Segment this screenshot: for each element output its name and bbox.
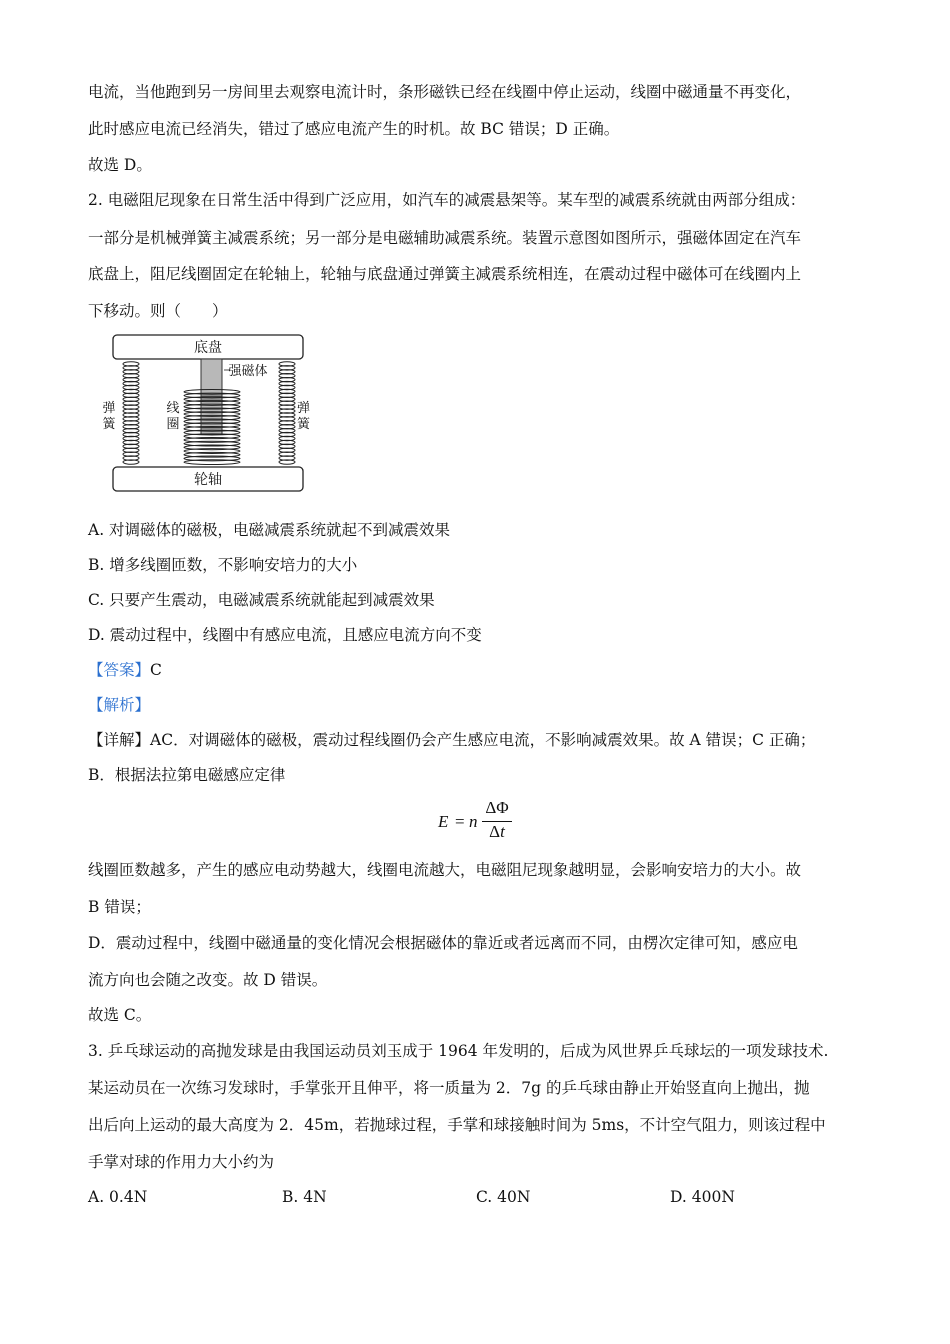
- detail-tag: 【详解】: [88, 731, 151, 749]
- detail-text: AC．对调磁体的磁极，震动过程线圈仍会产生感应电流，不影响减震效果。故 A 错误；C 正确；: [150, 731, 816, 749]
- magnet-label: 强磁体: [228, 364, 268, 379]
- spring-label-right: 弹: [296, 401, 310, 416]
- question-3-text: 3. 乒乓球运动的高抛发球是由我国运动员刘玉成于 1964 年发明的，后成为风世界乒乓球坛的一项发球技术.: [88, 1042, 829, 1060]
- analysis-tag: 【解析】: [88, 696, 151, 714]
- question-2-text: 2. 电磁阻尼现象在日常生活中得到广泛应用，如汽车的减震悬架等。某车型的减震系统就由两部分组成：: [88, 191, 806, 209]
- formula-den-t: t: [500, 822, 505, 841]
- q3-option-a: A. 0.4N: [88, 1188, 148, 1206]
- damper-diagram: [100, 330, 310, 496]
- option-c: C. 只要产生震动，电磁减震系统就能起到减震效果: [88, 591, 435, 609]
- question-2-text: 底盘上，阻尼线圈固定在轮轴上，轮轴与底盘通过弹簧主减震系统相连，在震动过程中磁体可在线圈内上: [88, 265, 802, 283]
- formula-denominator: [482, 822, 512, 842]
- spring-label-left: 弹: [102, 401, 116, 416]
- spring-label-right: 簧: [296, 417, 310, 432]
- answer-tag: 【答案】: [88, 661, 151, 679]
- q3-option-d: D. 400N: [670, 1188, 735, 1206]
- option-a: A. 对调磁体的磁极，电磁减震系统就起不到减震效果: [88, 521, 451, 539]
- detail-line: 线圈匝数越多，产生的感应电动势越大，线圈电流越大，电磁阻尼现象越明显，会影响安培力的大小。故: [88, 861, 802, 879]
- question-3-text: 出后向上运动的最大高度为 2．45m，若抛球过程，手掌和球接触时间为 5ms，不计空气阻力，则该过程中: [88, 1116, 826, 1134]
- answer-line: [88, 660, 162, 680]
- detail-line: D．震动过程中，线圈中磁通量的变化情况会根据磁体的靠近或者远离而不同，由楞次定律可知，感应电: [88, 934, 798, 952]
- text-line: 电流，当他跑到另一房间里去观察电流计时，条形磁铁已经在线圈中停止运动，线圈中磁通量不再变化，: [88, 83, 802, 101]
- detail-line: B．根据法拉第电磁感应定律: [88, 766, 286, 784]
- q3-option-b: B. 4N: [282, 1188, 327, 1206]
- formula-equals: =: [455, 812, 465, 831]
- formula-lhs: E: [438, 812, 449, 831]
- spring-label-left: 簧: [102, 417, 116, 432]
- axle-label: 轮轴: [194, 472, 222, 488]
- q3-option-c: C. 40N: [476, 1188, 531, 1206]
- question-2-text: 下移动。则（ ）: [88, 302, 228, 320]
- answer-value: C: [150, 661, 162, 679]
- question-2-text: 一部分是机械弹簧主减震系统；另一部分是电磁辅助减震系统。装置示意图如图所示，强磁体固定在汽车: [88, 229, 802, 247]
- analysis-line: [88, 695, 150, 715]
- text-line: 故选 D。: [88, 156, 152, 174]
- question-3-text: 某运动员在一次练习发球时，手掌张开且伸平，将一质量为 2．7g 的乒乓球由静止开始竖直向上抛出，抛: [88, 1079, 810, 1097]
- formula-numerator: ΔΦ: [485, 798, 509, 817]
- detail-line: 故选 C。: [88, 1006, 152, 1024]
- coil-label: 圈: [166, 417, 180, 432]
- option-b: B. 增多线圈匝数，不影响安培力的大小: [88, 556, 358, 574]
- text-line: 此时感应电流已经消失，错过了感应电流产生的时机。故 BC 错误；D 正确。: [88, 120, 620, 138]
- question-3-text: 手掌对球的作用力大小约为: [88, 1153, 275, 1171]
- formula-n: n: [469, 812, 478, 831]
- chassis-label: 底盘: [194, 340, 222, 356]
- option-d: D. 震动过程中，线圈中有感应电流，且感应电流方向不变: [88, 626, 482, 644]
- detail-line: 流方向也会随之改变。故 D 错误。: [88, 971, 328, 989]
- detail-line: [88, 730, 815, 750]
- coil-label: 线: [166, 401, 180, 416]
- formula-den-delta: Δ: [489, 822, 501, 841]
- detail-line: B 错误；: [88, 898, 151, 916]
- faraday-formula: [438, 798, 558, 848]
